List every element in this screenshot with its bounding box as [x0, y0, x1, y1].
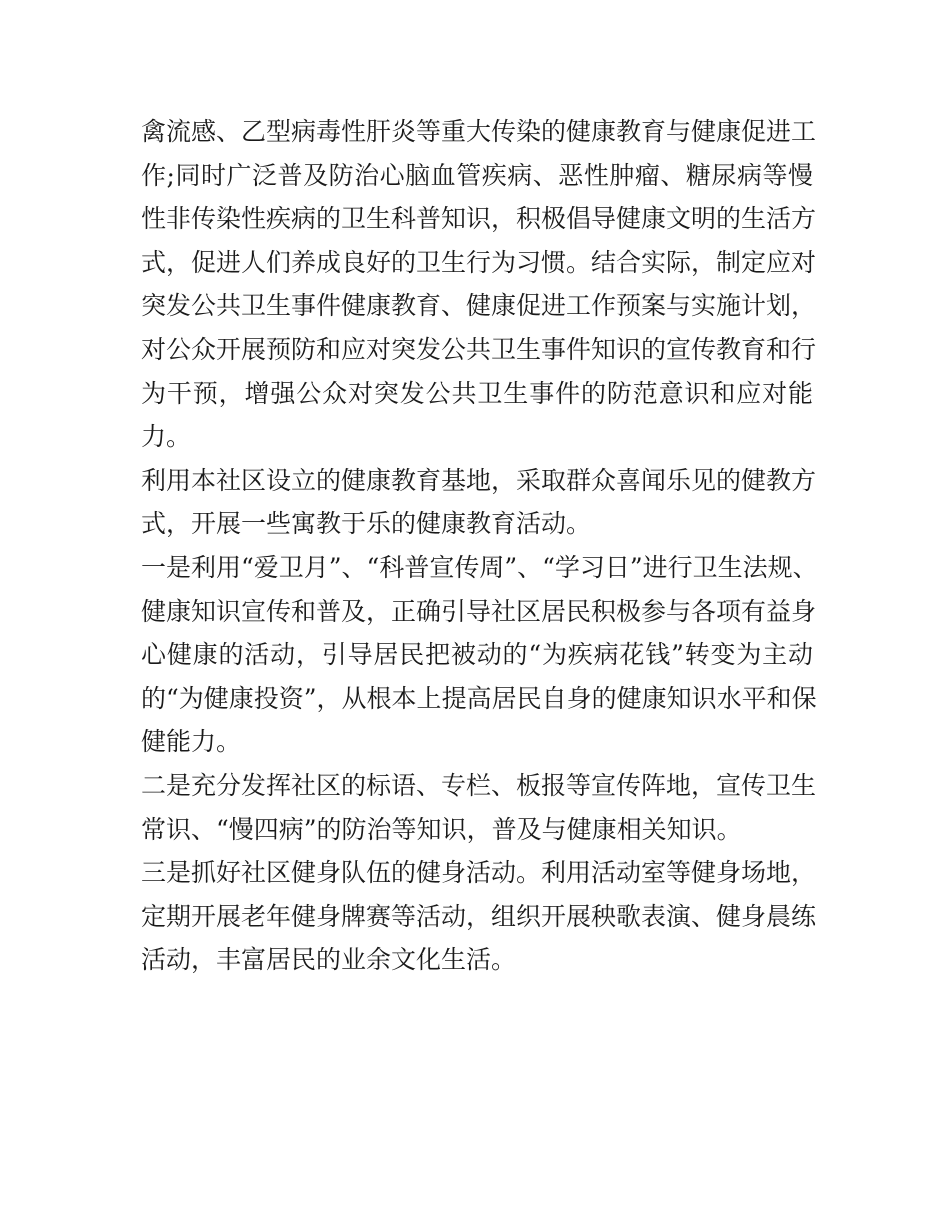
- text-line: 三是抓好社区健身队伍的健身活动。利用活动室等健身场地，: [141, 858, 817, 888]
- text-line: 式，开展一些寓教于乐的健康教育活动。: [141, 509, 592, 539]
- text-line: 作;同时广泛普及防治心脑血管疾病、恶性肿瘤、糖尿病等慢: [141, 160, 813, 190]
- text-line: 对公众开展预防和应对突发公共卫生事件知识的宣传教育和行: [141, 334, 817, 364]
- text-line: 常识、“慢四病”的防治等知识，普及与健康相关知识。: [141, 814, 742, 844]
- text-line: 力。: [141, 422, 192, 452]
- text-line: 二是充分发挥社区的标语、专栏、板报等宣传阵地，宣传卫生: [141, 770, 817, 800]
- text-line: 性非传染性疾病的卫生科普知识，积极倡导健康文明的生活方: [141, 204, 817, 234]
- text-line: 定期开展老年健身牌赛等活动，组织开展秧歌表演、健身晨练: [141, 901, 817, 931]
- text-line: 为干预，增强公众对突发公共卫生事件的防范意识和应对能: [141, 378, 813, 408]
- body-text: [141, 110, 818, 982]
- text-line: 健能力。: [141, 727, 242, 757]
- text-line: 的“为健康投资”，从根本上提高居民自身的健康知识水平和保: [141, 683, 817, 713]
- text-line: 禽流感、乙型病毒性肝炎等重大传染的健康教育与健康促进工: [141, 117, 817, 146]
- text-line: 心健康的活动，引导居民把被动的“为疾病花钱”转变为主动: [141, 640, 813, 670]
- text-line: 利用本社区设立的健康教育基地，采取群众喜闻乐见的健教方: [141, 465, 817, 495]
- text-line: 健康知识宣传和普及，正确引导社区居民积极参与各项有益身: [141, 596, 817, 626]
- text-line: 突发公共卫生事件健康教育、健康促进工作预案与实施计划，: [141, 291, 817, 321]
- text-line: 式，促进人们养成良好的卫生行为习惯。结合实际，制定应对: [141, 247, 817, 277]
- text-line: 活动，丰富居民的业余文化生活。: [141, 945, 517, 975]
- text-line: 一是利用“爱卫月”、“科普宣传周”、“学习日”进行卫生法规、: [141, 552, 818, 582]
